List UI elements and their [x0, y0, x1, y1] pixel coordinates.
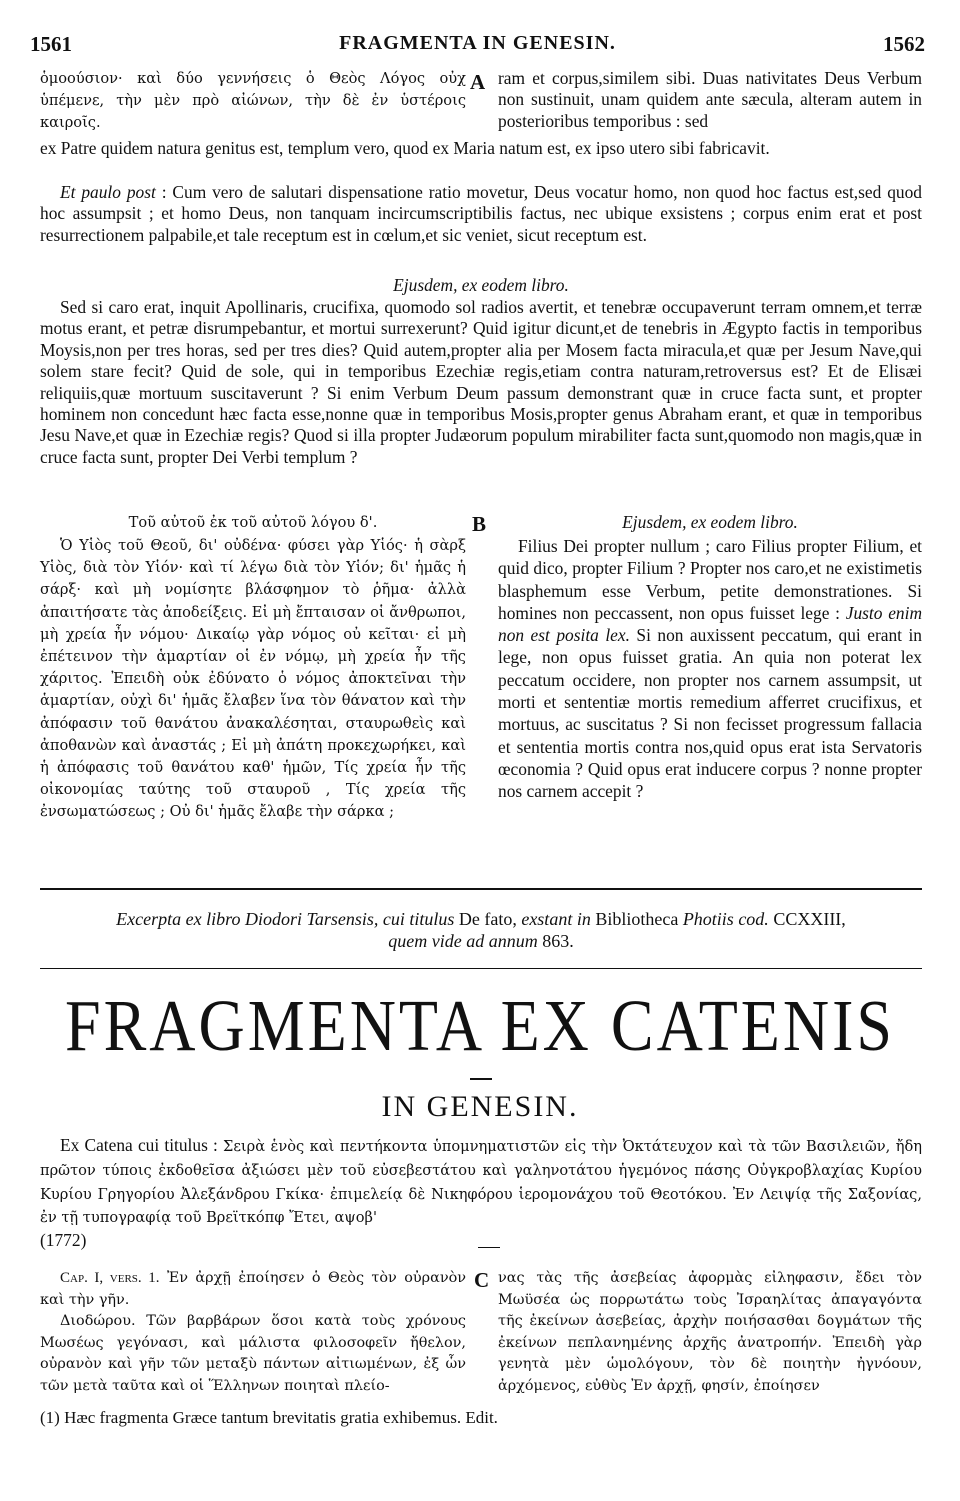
excerpt-text-a: Excerpta ex libro Diodori Tarsensis, cui titulus: [116, 909, 459, 929]
latin-paragraph-3: Sed si caro erat, inquit Apollinaris, crucifixa, quomodo sol radios avertit, et tenebræ occupaverunt terram omnem,et terræ motus erant, et petræ disrumpebantur, et mortui surrexerunt? Quid igitur dicunt,et de tenebris in Ægypto factis in temporibus Moysis,non per tres horas, sed per tres dies? Quid autem,propter alia per Mosem facta miracula,et quæ per Jesum Nave,qui solem stare fecit? Quid de sole, qui in temporibus Ezechiæ regis,etiam contra naturam,retroversus est? Et de Elisæi reliquiis,quæ mortuum suscitaverunt ? Si enim Verbum Deum passum demonstrant quæ in cruce facta sunt, et propter hominem non concedunt hæc facta esse,nonne quæ in temporibus Mosis,propter genus Abraham erant, et quæ in temporibus Jesu Nave,et quæ in Ezechiæ regis? Quod si illa propter Judæorum populum mirabiliter facta sunt,quomodo non magis,quæ in cruce facta sunt, propter Dei Verbi templum ?: [40, 297, 922, 467]
latin-top-text: ram et corpus,similem sibi. Duas nativitates Deus Verbum non sustinuit, unam quidem ante sæcula, alteram autem in posterioribus temporibus : sed: [498, 68, 922, 131]
latin-column-text: [498, 535, 922, 803]
running-header: [30, 32, 925, 62]
running-title: FRAGMENTA IN GENESIN.: [339, 32, 616, 54]
verse-text: Ἐν ἀρχῇ ἐποίησεν ὁ Θεὸς τὸν οὐρανὸν καὶ τὴν γῆν.: [40, 1270, 466, 1308]
sub-title: IN GENESIN.: [381, 1090, 579, 1123]
excerpt-text-f: CCXXIII,: [768, 909, 846, 929]
excerpt-text-g: quem vide ad annum: [388, 931, 538, 951]
bottom-right-column: νας τὰς τῆς ἀσεβείας ἀφορμὰς εἰληφασιν, ἔδει τὸν Μωϋσέα ὡς πορρωτάτω τοὺς Ἰσραηλίτας ἀπαγαγόντα τῆς ἐκείνων ἀσεβείας, ἀρχὴν ποιήσασθαι δογμάτων τῆς ἐκείνων πεπλανημένης ἀρχῆς ἀνατροπήν. Ἐπειδὴ γὰρ γενητὰ μὲν ὡμολόγουν, τὸν δὲ ποιητὴν ἠγνόουν, ἀρχόμενος, εὐθὺς Ἐν ἀρχῇ, φησίν, ἐποίησεν: [498, 1270, 922, 1394]
margin-marker-a: A: [470, 70, 486, 94]
title-dash: [470, 1078, 492, 1080]
excerpt-text-h: 863.: [537, 931, 574, 951]
greek-section-heading: Τοῦ αὐτοῦ ἐκ τοῦ αὐτοῦ λόγου δ'.: [128, 514, 378, 531]
catena-greek-title: Σειρὰ ἑνὸς καὶ πεντήκοντα ὑπομνηματιστῶν εἰς τὴν Ὀκτάτευχον καὶ τὰ τῶν Βασιλειῶν, ἤδη πρῶτον τύποις ἐκδοθεῖσα ἀξιώσει μὲν τοῦ εὐσεβεστάτου καὶ γαληνοτάτου ἡγεμόνος πάσης Οὐγκροβλαχίας Κυρίου Κυρίου Γρηγορίου Ἀλεξάνδρου Γκίκα· ἐπιμελείᾳ δὲ Νικηφόρου ἱερομονάχου τοῦ Θεοτόκου. Ἐν Λειψίᾳ τῆς Σαξονίας, ἐν τῇ τυπογραφίᾳ τοῦ Βρεϊτκόπφ Ἔτει, αψοβ': [40, 1138, 922, 1227]
greek-column-text: Ὁ Υἱὸς τοῦ Θεοῦ, δι' οὐδένα· φύσει γὰρ Υἱός· ἡ σὰρξ Υἱὸς, διὰ τὸν Υἱόν· καὶ τί λέγω διὰ τὸν Υἱόν; δι' ἡμᾶς ἡ σάρξ· καὶ μὴ νομίσητε βλάσφημον τὸ ῥῆμα· ἀλλὰ ἀπαιτήσατε τὰς ἀποδείξεις. Εἰ μὴ ἔπταισαν οἱ ἄνθρωποι, μὴ χρεία ἦν νόμου· Δικαίῳ γὰρ νόμος οὐ κεῖται· εἰ μὴ ἐπέτεινον τὴν ἁμαρτίαν οἱ ἐν νόμῳ, μὴ χρεία ἦν τῆς χάριτος. Ἐπειδὴ οὐκ ἐδύνατο ὁ νόμος ἀποκτεῖναι τὴν ἁμαρτίαν, οὐχὶ δι' ἡμᾶς ἔλαβεν ἵνα τὸν θάνατον καὶ τὴν ἀπόφασιν τοῦ θανάτου ἀνακαλέσηται, σταυρωθεὶς καὶ ἀποθανὼν καὶ ἀναστάς ; Εἰ μὴ ἀπάτη προκεχωρήκει, καὶ ἡ ἀπόφασις τοῦ θανάτου καθ' ἡμῶν, Τίς χρεία ἦν τῆς οἰκονομίας ταύτης τοῦ σταυροῦ , Τίς χρεία τῆς ἐνσωματώσεως ; Οὐ δι' ἡμᾶς ἔλαβε τὴν σάρκα ;: [40, 537, 466, 821]
main-title: FRAGMENTA EX CATENIS: [64, 984, 896, 1067]
page-number-right: 1562: [883, 32, 925, 56]
short-dash: [478, 1247, 500, 1248]
excerpt-text-c: exstant in: [516, 909, 596, 929]
latin-column-text-part2: Si non auxissent peccatum, qui erant in lege, non opus fuisset gratia. An quia non poterat lex peccatum occidere, non propter nos carnem assumpsit, ut morti et sententiæ mortis remedium afferret crucifixus, et mortuus, ac suscitatus ? Si non fecisset progressum fallacia et sententia mortis contra nos,quid opus erat ista Servatoris œconomia ? Quid opus erat inducere corpus ? nonne propter nos carnem accepit ?: [498, 625, 922, 802]
section-heading-1: Ejusdem, ex eodem libro.: [393, 275, 569, 295]
catena-year: (1772): [40, 1230, 87, 1251]
paragraph-body: : Cum vero de salutari dispensatione ratio movetur, Deus vocatur homo, non quod hoc factus est,sed quod hoc assumpsit ; et homo Deus, non tanquam incircumscriptibilis factus, nec ubique exsistens ; corpus enim erat et post resurrectionem palpabile,et tale receptum est in cœlum,et sic veniet, sicut receptum est.: [40, 182, 922, 245]
catena-intro-label: Ex Catena cui titulus :: [60, 1135, 224, 1155]
excerpt-text-d: Bibliotheca: [595, 909, 683, 929]
latin-paragraph-2: [40, 182, 922, 246]
latin-paragraph-1: ex Patre quidem natura genitus est, templum vero, quod ex Maria natum est, ex ipso utero sibi fabricavit.: [40, 138, 770, 158]
page-number-left: 1561: [30, 32, 72, 56]
latin-column-quote: Justo enim non est posita lex.: [498, 602, 922, 646]
paragraph-lead: Et paulo post: [60, 182, 156, 202]
latin-section-heading: Ejusdem, ex eodem libro.: [622, 512, 798, 532]
footnote: (1) Hæc fragmenta Græce tantum brevitatis gratia exhibemus. Edit.: [40, 1408, 498, 1427]
excerpt-text-b: De fato,: [458, 909, 517, 929]
latin-column-text-part1: Filius Dei propter nullum ; caro Filius propter Filium, et quid dico, propter Filium ? Propter nos caro,et ne existimetis blasphemum esse Verbum, petite demonstrationes. Si homines non peccassent, non opus fuisset lege :: [498, 536, 922, 623]
greek-top-text: ὁμοούσιον· καὶ δύο γεννήσεις ὁ Θεὸς Λόγος οὐχ ὑπέμενε, τὴν μὲν πρὸ αἰώνων, τὴν δὲ ἐν ὑστέροις καιροῖς.: [40, 70, 466, 131]
excerpt-note: [40, 908, 922, 952]
horizontal-rule-2: [40, 968, 922, 969]
catena-intro: [40, 1134, 922, 1251]
margin-marker-b: B: [472, 512, 487, 536]
chapter-verse-label: Cap. I, vers. 1.: [60, 1270, 160, 1286]
excerpt-text-e: Photiis cod.: [682, 909, 769, 929]
horizontal-rule-1: [40, 888, 922, 890]
diodorus-comment: Διοδώρου. Τῶν βαρβάρων ὅσοι κατὰ τοὺς χρόνους Μωσέως γεγόνασι, καὶ μάλιστα φιλοσοφεῖν ἤθελον, οὐρανὸν καὶ γῆν τῶν μεταξὺ πάντων αἰτιωμένων, ἐξ ὧν τῶν μετὰ ταῦτα καὶ οἱ Ἕλληνων ποιηταὶ πλείο-: [40, 1313, 466, 1394]
bottom-left-column: [40, 1268, 466, 1398]
margin-marker-c: C: [474, 1268, 490, 1292]
